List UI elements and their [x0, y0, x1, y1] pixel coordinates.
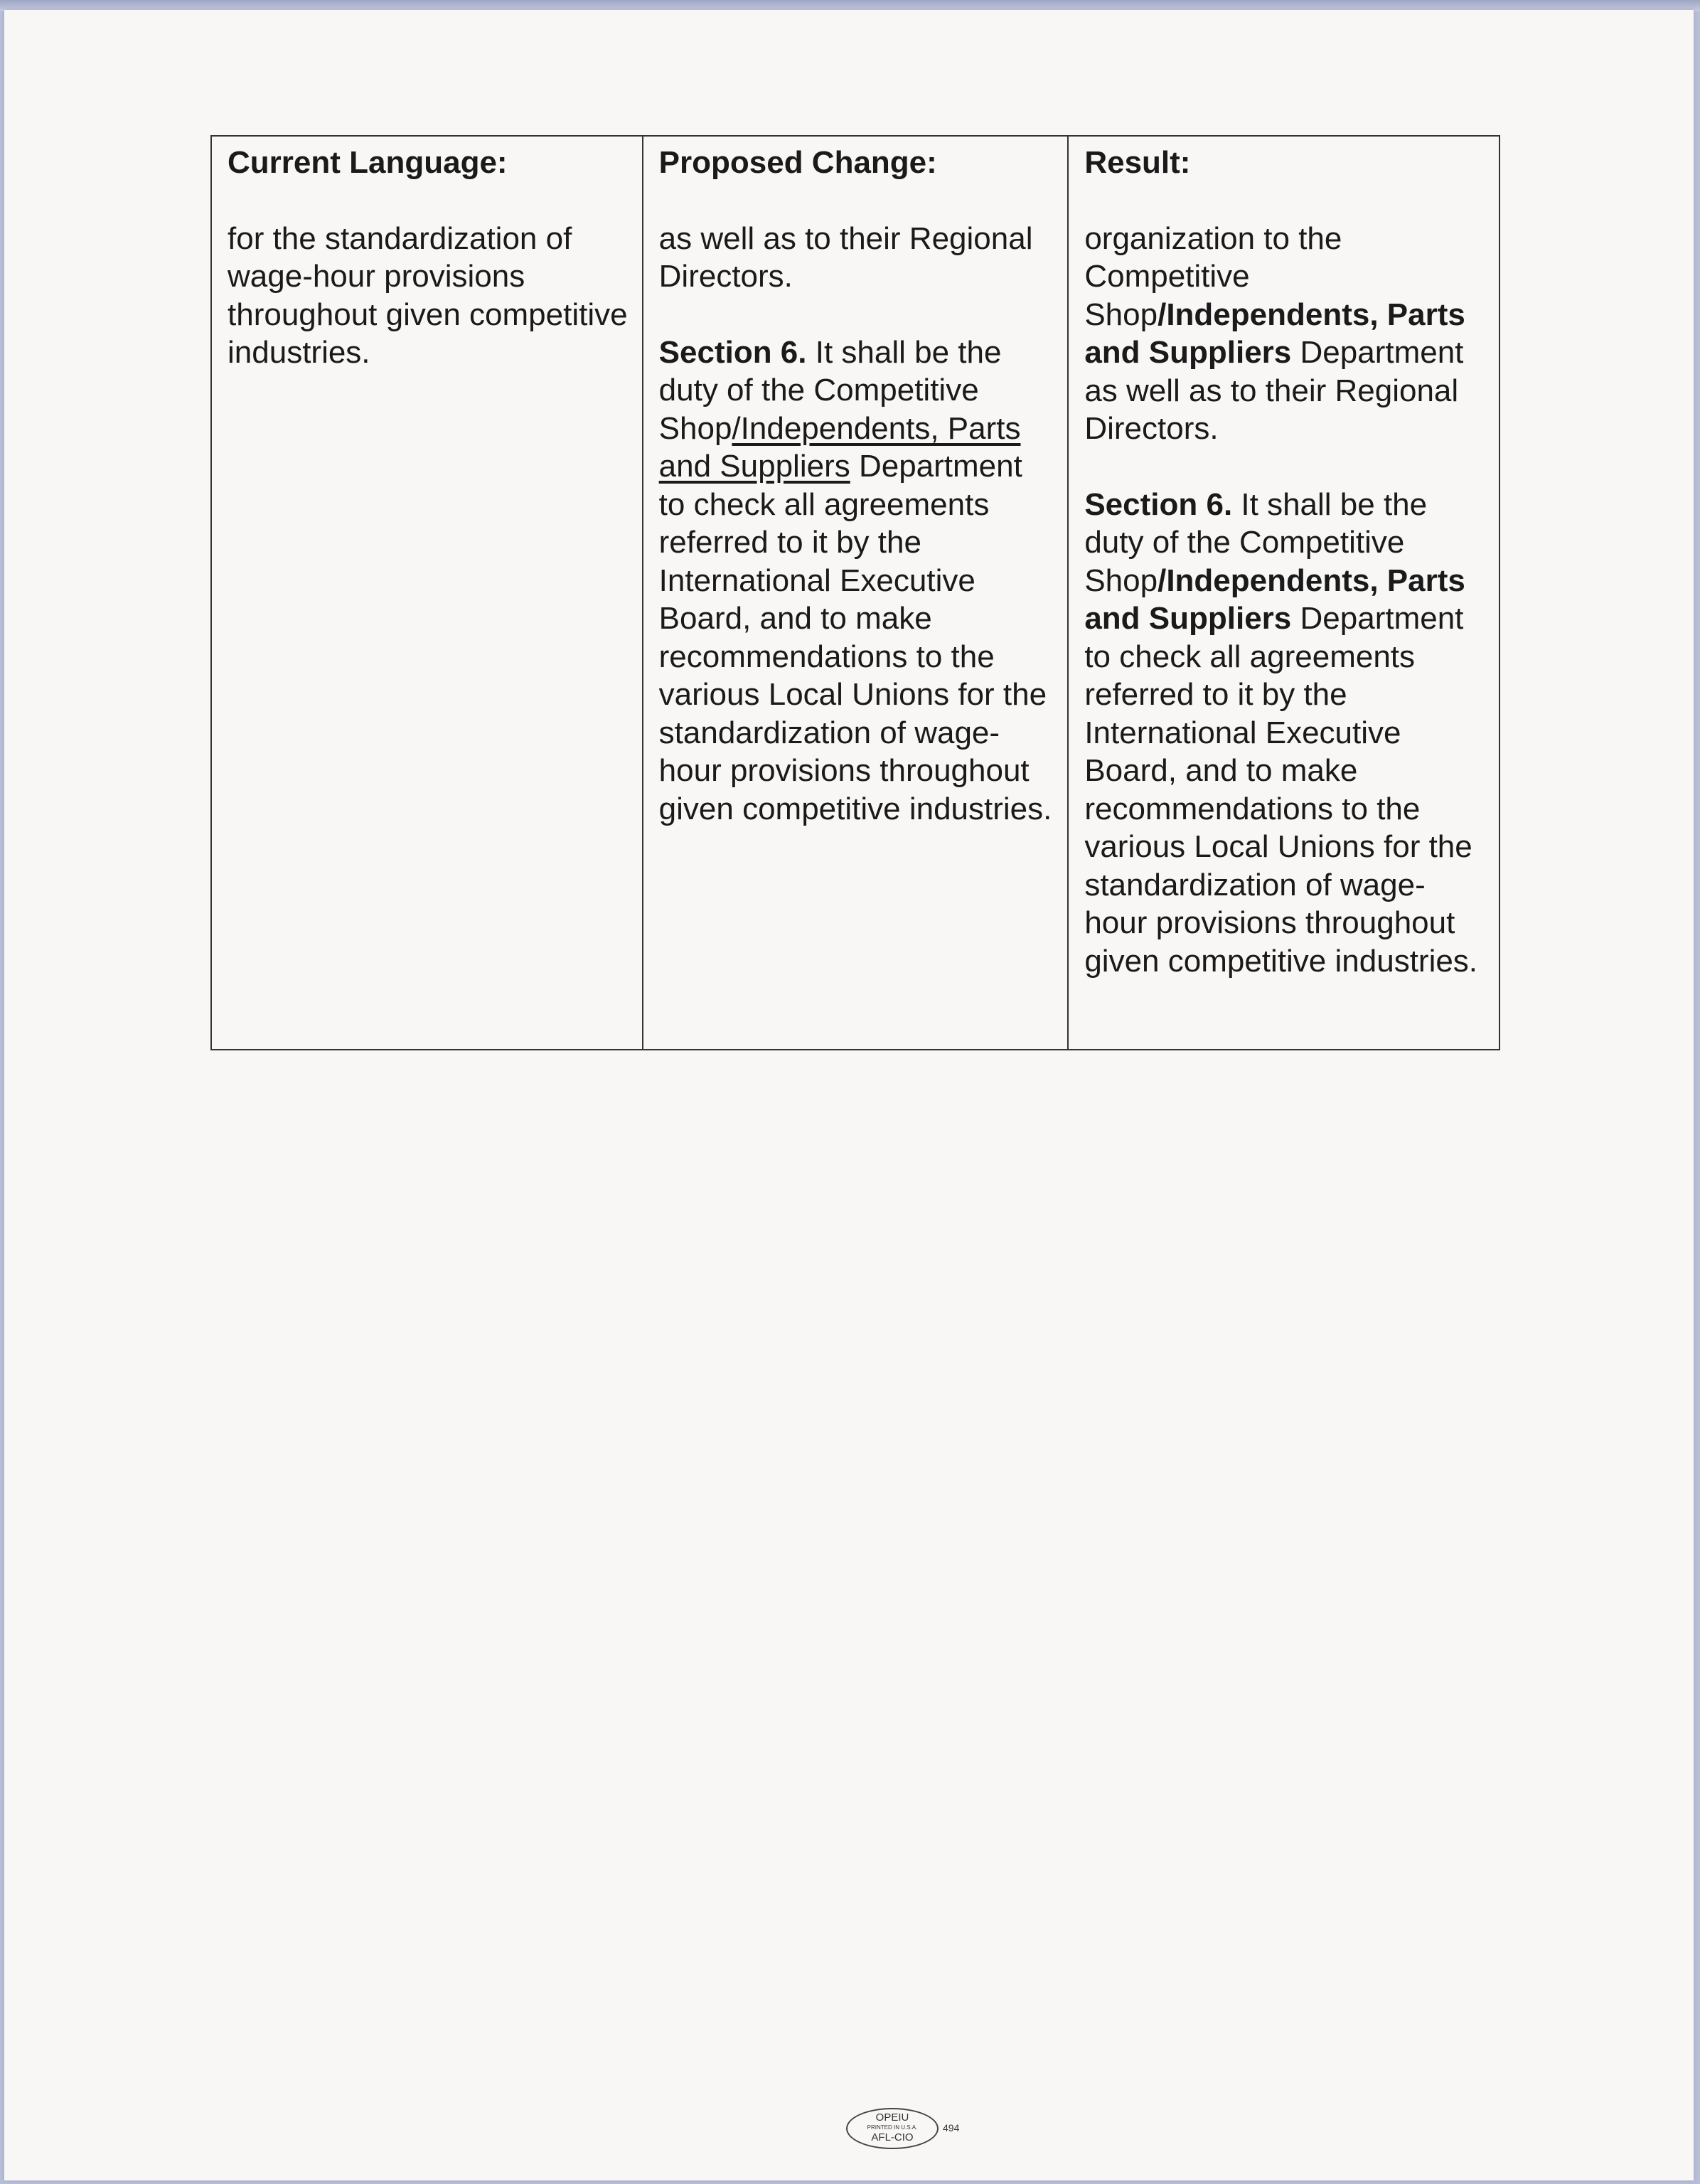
underline-text-run: /Independents, Parts and Suppliers — [658, 410, 1021, 484]
text-run: Department to check all agreements referred to it by the International Executive Board, and to make recommendations to the various Local Unions for the standardization of wage-hour provisions throughout given competitive industries. — [1084, 601, 1478, 979]
column-header: Current Language: — [228, 145, 508, 180]
column-body — [228, 220, 629, 372]
cell-paragraph — [659, 334, 1055, 829]
bold-text-run: /Independents, Parts and Suppliers — [1084, 563, 1465, 636]
cell-paragraph — [659, 220, 1055, 296]
seal-top-text: OPEIU — [875, 2111, 909, 2124]
text-run: It shall be the duty of the Competitive Shop — [658, 334, 1002, 446]
bold-text-run: /Independents, Parts and Suppliers — [1084, 297, 1465, 370]
cell-paragraph — [228, 220, 629, 372]
text-run: for the standardization of wage-hour provisions throughout given competitive industries. — [228, 220, 628, 370]
text-run: organization to the Competitive Shop — [1084, 220, 1342, 332]
column-body — [1084, 220, 1486, 981]
union-printer-mark — [846, 2108, 988, 2151]
union-seal-logo — [846, 2108, 939, 2149]
seal-number: 494 — [943, 2122, 960, 2134]
bold-text-run: Section 6. — [658, 334, 807, 370]
bold-text-run: Section 6. — [1084, 486, 1233, 522]
cell-paragraph — [1084, 220, 1486, 448]
column-result — [1067, 137, 1499, 1049]
column-header: Result: — [1084, 145, 1191, 180]
text-run: Department as well as to their Regional Directors. — [1084, 335, 1464, 446]
text-run: as well as to their Regional Directors. — [658, 220, 1033, 294]
column-proposed-change — [642, 137, 1068, 1049]
cell-paragraph — [1084, 486, 1486, 981]
column-body — [659, 220, 1055, 829]
column-current-language — [212, 137, 642, 1049]
text-run: Department to check all agreements referred to it by the International Executive Board, and to make recommendations to the various Local Unions for the standardization of wage-hour provisions throughout given competitive industries. — [658, 449, 1052, 826]
comparison-table — [210, 135, 1500, 1050]
seal-bottom-text: AFL-CIO — [871, 2131, 914, 2143]
text-run: It shall be the duty of the Competitive Shop — [1084, 486, 1428, 598]
column-header: Proposed Change: — [658, 145, 937, 180]
seal-middle-text: PRINTED IN U.S.A. — [867, 2124, 918, 2131]
